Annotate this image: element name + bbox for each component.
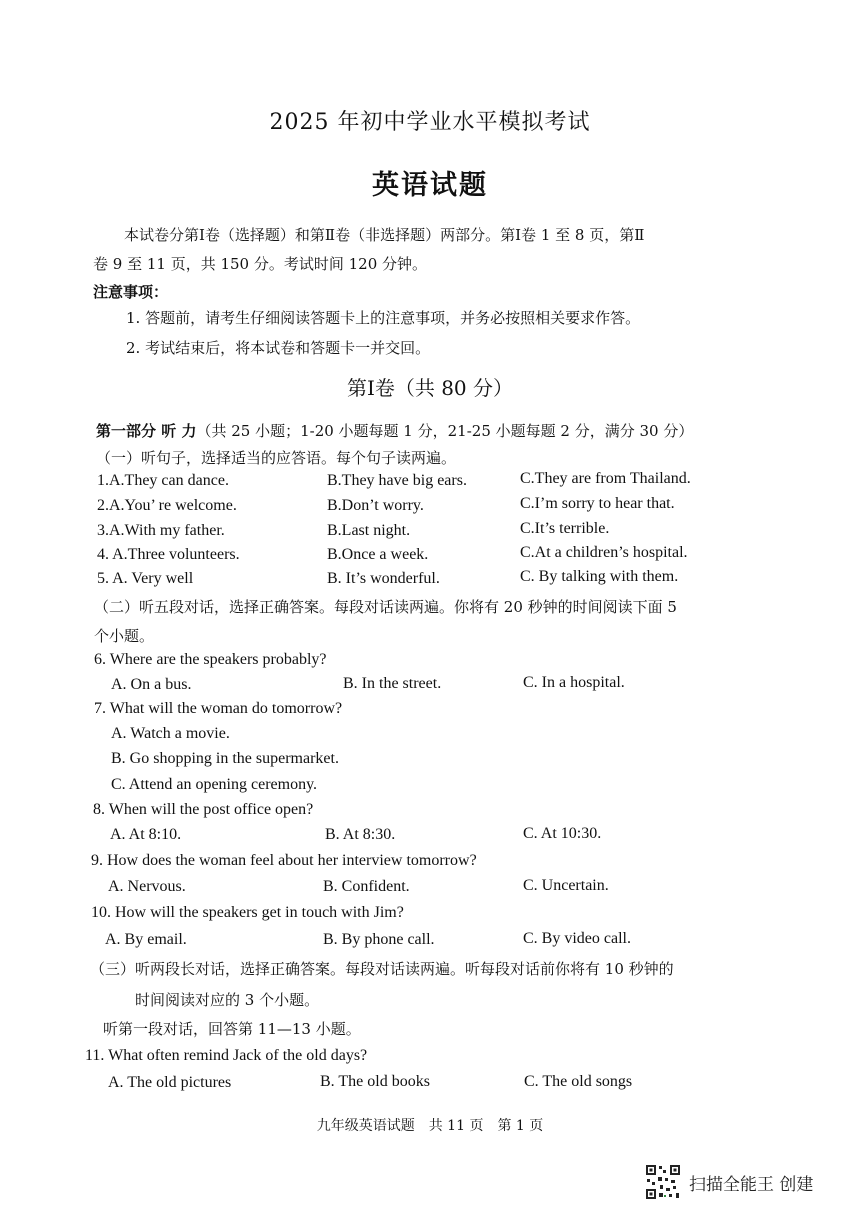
q1-option-c: C.They are from Thailand. — [520, 470, 691, 487]
q11-question: 11. What often remind Jack of the old days? — [85, 1047, 368, 1064]
q1-option-a: 1.A.They can dance. — [97, 472, 229, 489]
q6-option-a: A. On a bus. — [111, 676, 192, 693]
qr-code-icon — [645, 1164, 681, 1200]
q9-option-b: B. Confident. — [323, 878, 410, 895]
section-title: 第Ⅰ卷（共 80 分） — [346, 376, 514, 400]
q10-option-b: B. By phone call. — [323, 931, 435, 948]
q8-option-c: C. At 10:30. — [523, 825, 602, 842]
sub-instruction-3-line-1: （三）听两段长对话，选择正确答案。每段对话读两遍。听每段对话前你将有 10 秒钟的 — [90, 960, 674, 978]
q11-option-c: C. The old songs — [524, 1073, 633, 1090]
q3-option-a: 3.A.With my father. — [97, 522, 225, 539]
q7-question: 7. What will the woman do tomorrow? — [94, 700, 343, 717]
part1-heading-bold: 第一部分 听 力 — [96, 422, 197, 440]
note-1: 1. 答题前，请考生仔细阅读答题卡上的注意事项，并务必按照相关要求作答。 — [126, 309, 641, 327]
q2-option-a: 2.A.You’ re welcome. — [97, 497, 237, 514]
q10-option-a: A. By email. — [105, 931, 187, 948]
page-footer: 九年级英语试题 共 11 页 第 1 页 — [316, 1118, 544, 1134]
q5-option-b: B. It’s wonderful. — [327, 570, 440, 587]
q6-option-b: B. In the street. — [343, 675, 442, 692]
q5-option-a: 5. A. Very well — [97, 570, 194, 587]
q7-option-c: C. Attend an opening ceremony. — [111, 776, 318, 793]
q8-question: 8. When will the post office open? — [93, 801, 314, 818]
scanner-watermark — [645, 1163, 813, 1201]
q2-option-b: B.Don’t worry. — [327, 497, 424, 514]
note-2: 2. 考试结束后，将本试卷和答题卡一并交回。 — [126, 339, 431, 357]
q10-option-c: C. By video call. — [523, 930, 631, 947]
q2-option-c: C.I’m sorry to hear that. — [520, 495, 675, 512]
part1-heading-rest: （共 25 小题；1-20 小题每题 1 分，21-25 小题每题 2 分，满分 30 分） — [196, 422, 694, 440]
q10-question: 10. How will the speakers get in touch with Jim? — [91, 904, 404, 921]
q3-option-c: C.It’s terrible. — [520, 520, 610, 537]
q11-option-b: B. The old books — [320, 1073, 430, 1090]
notes-title: 注意事项： — [93, 283, 169, 301]
q8-option-b: B. At 8:30. — [325, 826, 396, 843]
page-title: 2025 年初中学业水平模拟考试 — [269, 110, 591, 135]
q8-option-a: A. At 8:10. — [110, 826, 182, 843]
q9-question: 9. How does the woman feel about her interview tomorrow? — [91, 852, 477, 869]
q6-question: 6. Where are the speakers probably? — [94, 651, 327, 668]
q3-option-b: B.Last night. — [327, 522, 411, 539]
part1-heading — [96, 420, 693, 441]
intro-line-1: 本试卷分第Ⅰ卷（选择题）和第Ⅱ卷（非选择题）两部分。第Ⅰ卷 1 至 8 页，第Ⅱ — [124, 226, 645, 244]
q4-option-a: 4. A.Three volunteers. — [97, 546, 240, 563]
sub-instruction-3-line-2: 时间阅读对应的 3 个小题。 — [135, 991, 320, 1009]
q9-option-c: C. Uncertain. — [523, 877, 609, 894]
page-subtitle: 英语试题 — [372, 170, 488, 201]
q4-option-c: C.At a children’s hospital. — [520, 544, 688, 561]
q7-option-a: A. Watch a movie. — [111, 725, 230, 742]
listen-instruction: 听第一段对话，回答第 11—13 小题。 — [103, 1020, 361, 1038]
sub-instruction-2-line-1: （二）听五段对话，选择正确答案。每段对话读两遍。你将有 20 秒钟的时间阅读下面 5 — [94, 598, 677, 616]
intro-line-2: 卷 9 至 11 页，共 150 分。考试时间 120 分钟。 — [93, 255, 428, 273]
watermark-text: 扫描全能王 创建 — [689, 1174, 814, 1195]
q6-option-c: C. In a hospital. — [523, 674, 625, 691]
q9-option-a: A. Nervous. — [108, 878, 186, 895]
q11-option-a: A. The old pictures — [108, 1074, 232, 1091]
sub-instruction-1: （一）听句子，选择适当的应答语。每个句子读两遍。 — [96, 449, 457, 467]
q4-option-b: B.Once a week. — [327, 546, 429, 563]
sub-instruction-2-line-2: 个小题。 — [94, 627, 155, 645]
q5-option-c: C. By talking with them. — [520, 568, 679, 585]
q7-option-b: B. Go shopping in the supermarket. — [111, 750, 339, 767]
q1-option-b: B.They have big ears. — [327, 472, 467, 489]
